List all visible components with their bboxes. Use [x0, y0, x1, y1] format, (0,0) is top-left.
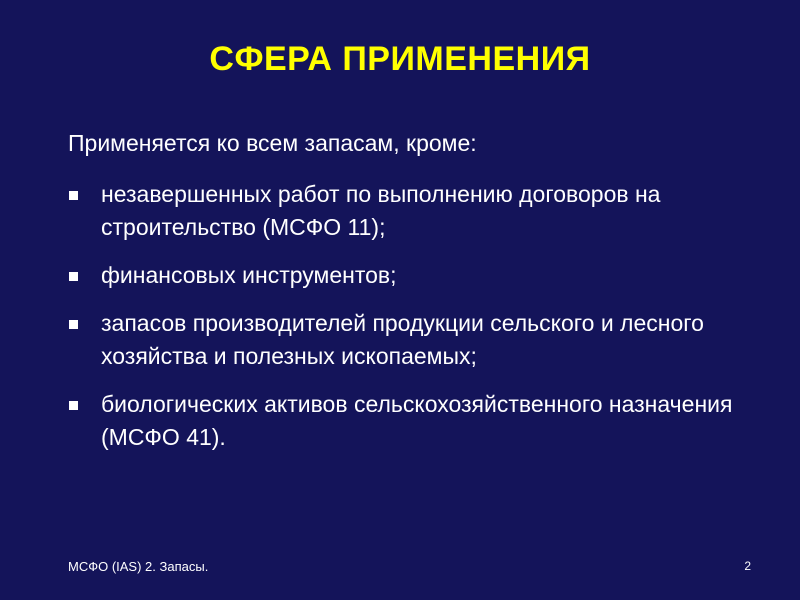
bullet-list	[68, 178, 748, 469]
square-bullet-icon	[69, 272, 78, 281]
square-bullet-icon	[69, 320, 78, 329]
bullet-item-biological-assets	[68, 388, 748, 454]
footer-text: МСФО (IAS) 2. Запасы.	[68, 559, 209, 574]
bullet-text: финансовых инструментов;	[101, 262, 397, 288]
slide-title: СФЕРА ПРИМЕНЕНИЯ	[209, 40, 591, 78]
square-bullet-icon	[69, 401, 78, 410]
page-number: 2	[744, 559, 751, 573]
bullet-item-agricultural-producers	[68, 307, 748, 373]
bullet-text: биологических активов сельскохозяйственного назначения (МСФО 41).	[101, 391, 733, 450]
bullet-text: незавершенных работ по выполнению договоров на строительство (МСФО 11);	[101, 181, 661, 240]
bullet-item-financial-instruments	[68, 259, 748, 292]
bullet-item-construction-contracts	[68, 178, 748, 244]
bullet-text: запасов производителей продукции сельского и лесного хозяйства и полезных ископаемых;	[101, 310, 704, 369]
square-bullet-icon	[69, 191, 78, 200]
intro-text: Применяется ко всем запасам, кроме:	[68, 130, 477, 156]
